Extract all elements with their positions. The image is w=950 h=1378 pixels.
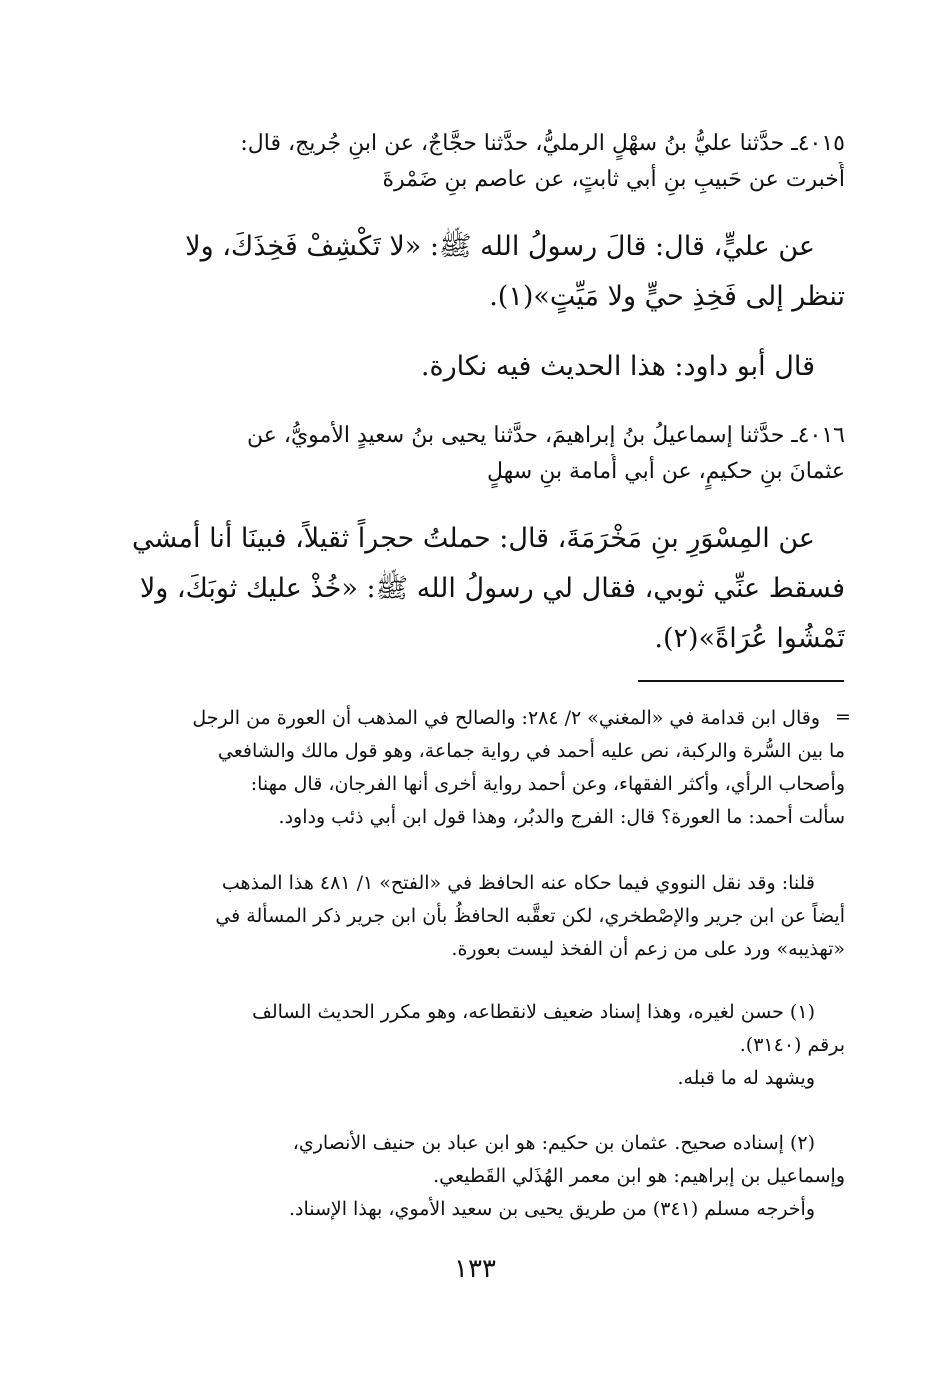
footnote-line: وإسماعيل بن إبراهيم: هو ابن معمر الهُذَلي القَطيعي. bbox=[433, 1165, 845, 1187]
footnote-line: (٢) إسناده صحيح. عثمان بن حكيم: هو ابن عباد بن حنيف الأنصاري، bbox=[292, 1132, 815, 1154]
page-number: ١٣٣ bbox=[454, 1254, 496, 1284]
isnad-line: ٤٠١٥ـ حدَّثنا عليُّ بنُ سهْلٍ الرمليُّ، حدَّثنا حجَّاجٌ، عن ابنِ جُريج، قال: bbox=[240, 131, 845, 156]
footnote-line: ويشهد له ما قبله. bbox=[677, 1067, 815, 1089]
footnote-line: ما بين السُّرة والركبة، نص عليه أحمد في رواية جماعة، وهو قول مالك والشافعي bbox=[217, 740, 845, 762]
matn-line: تنظر إلى فَخِذِ حيٍّ ولا مَيِّتٍ»(١). bbox=[489, 281, 845, 312]
footnote-1 bbox=[130, 996, 845, 1095]
footnote-line: وأخرجه مسلم (٣٤١) من طريق يحيى بن سعيد الأموي، بهذا الإسناد. bbox=[288, 1198, 815, 1220]
footnote-para-1-cont bbox=[130, 735, 845, 834]
footnote-line: وقال ابن قدامة في «المغني» ٢/ ٢٨٤: والصالح في المذهب أن العورة من الرجل bbox=[192, 707, 820, 729]
matn-line: عن المِسْوَرِ بنِ مَخْرَمَةَ، قال: حملتُ حجراً ثقيلاً، فبينَا أنا أمشي bbox=[131, 523, 815, 554]
abu-dawud-remark bbox=[130, 342, 845, 392]
isnad-line: ٤٠١٦ـ حدَّثنا إسماعيلُ بنُ إبراهيمَ، حدَّثنا يحيى بنُ سعيدٍ الأمويُّ، عن bbox=[246, 423, 845, 448]
hadith-4016-matn bbox=[130, 514, 845, 664]
hadith-4015-isnad bbox=[130, 126, 845, 198]
remark-line: قال أبو داود: هذا الحديث فيه نكارة. bbox=[420, 351, 815, 382]
matn-line: تَمْشُوا عُرَاةً»(٢). bbox=[654, 623, 845, 654]
footnote-line: برقم (٣١٤٠). bbox=[739, 1034, 845, 1056]
footnote-line: قلنا: وقد نقل النووي فيما حكاه عنه الحافظ في «الفتح» ١/ ٤٨١ هذا المذهب bbox=[221, 872, 815, 894]
matn-line: عن عليٍّ، قال: قالَ رسولُ الله ﷺ: «لا تَكْشِفْ فَخِذَكَ، ولا bbox=[185, 231, 815, 262]
isnad-line: أُخبرت عن حَبيبِ بنِ أبي ثابتٍ، عن عاصم بنِ ضَمْرةَ bbox=[382, 167, 845, 192]
hadith-4015-matn bbox=[130, 222, 845, 322]
continuation-mark: = bbox=[835, 706, 851, 728]
hadith-4016-isnad bbox=[130, 418, 845, 490]
footnote-line: «تهذيبه» ورد على من زعم أن الفخذ ليست بعورة. bbox=[451, 938, 845, 960]
footnote-line: (١) حسن لغيره، وهذا إسناد ضعيف لانقطاعه، وهو مكرر الحديث السالف bbox=[252, 1001, 815, 1023]
footnote-line: وأصحاب الرأي، وأكثر الفقهاء، وعن أحمد رواية أخرى أنها الفرجان، قال مهنا: bbox=[250, 773, 845, 795]
isnad-line: عثمانَ بنِ حكيمٍ، عن أبي أُمامة بنِ سهلٍ bbox=[486, 459, 845, 484]
footnote-separator bbox=[638, 680, 844, 682]
footnote-para-2 bbox=[130, 867, 845, 966]
footnote-line: سألت أحمد: ما العورة؟ قال: الفرج والدبُر، وهذا قول ابن أبي ذئب وداود. bbox=[278, 806, 845, 828]
matn-line: فسقط عنِّي ثوبي، فقال لي رسولُ الله ﷺ: «خُذْ عليك ثوبَكَ، ولا bbox=[139, 573, 845, 604]
footnote-2 bbox=[130, 1127, 845, 1226]
footnote-para-1 bbox=[130, 702, 820, 735]
footnote-line: أيضاً عن ابن جرير والإصْطخري، لكن تعقَّبه الحافظُ بأن ابن جرير ذكر المسألة في bbox=[215, 905, 845, 927]
